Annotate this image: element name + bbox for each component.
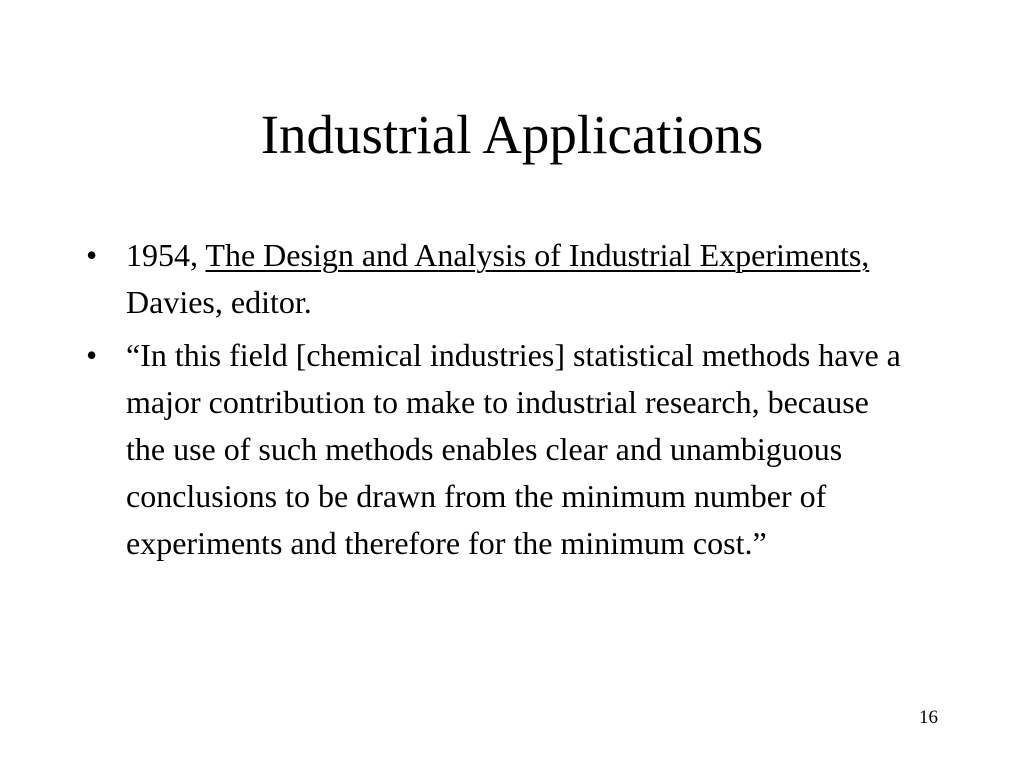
page-number: 16 <box>919 707 938 728</box>
bullet-item-publication <box>86 232 906 326</box>
publication-editor: Davies, editor. <box>126 284 312 320</box>
bullet-icon: • <box>86 237 98 273</box>
publication-year: 1954, <box>126 237 206 273</box>
bullet-icon: • <box>86 337 98 373</box>
slide-title: Industrial Applications <box>260 104 764 165</box>
bullet-item-quote <box>86 332 906 567</box>
bullet-list <box>86 232 906 573</box>
quote-text: “In this field [chemical industries] statistical methods have a major contribution to make to industrial research, because the use of such methods enables clear and unambiguous conclusions to be drawn from the minimum number of experiments and therefore for the minimum cost.” <box>126 337 901 561</box>
book-title: The Design and Analysis of Industrial Experiments, <box>205 237 870 273</box>
